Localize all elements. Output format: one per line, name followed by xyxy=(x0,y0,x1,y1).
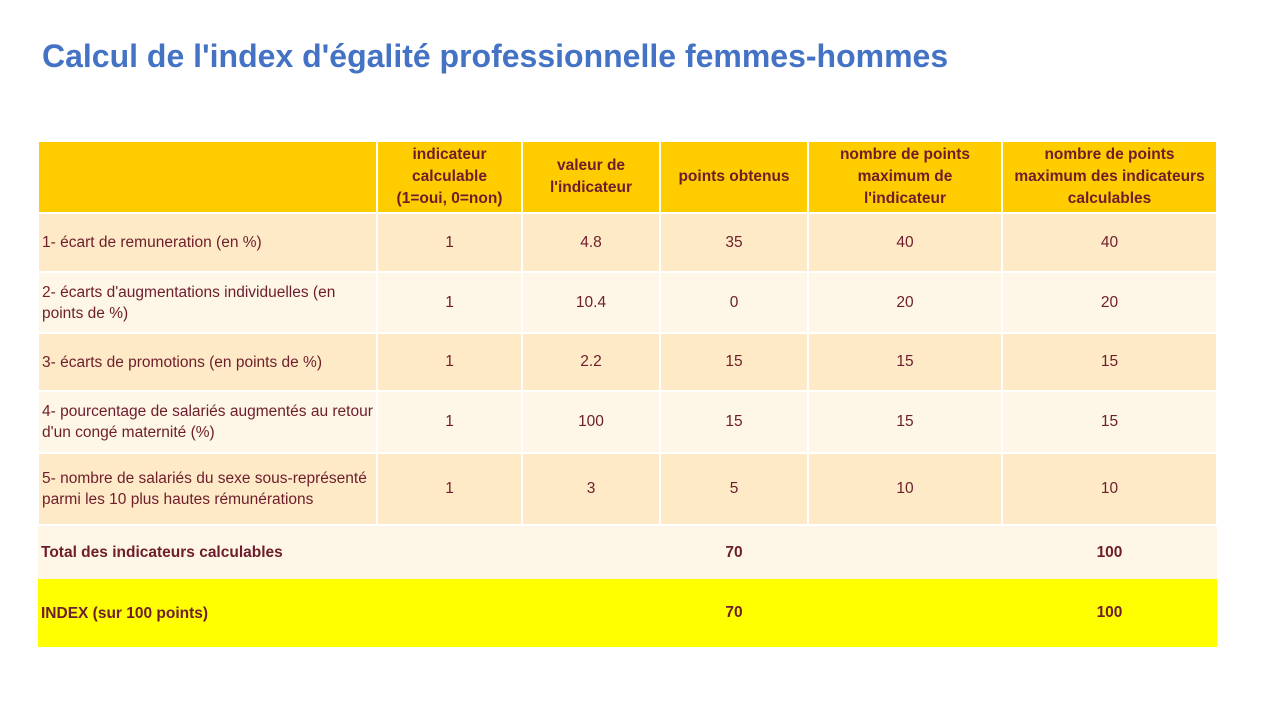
cell-valeur: 4.8 xyxy=(522,213,660,272)
cell-points: 15 xyxy=(660,333,808,391)
index-label: INDEX (sur 100 points) xyxy=(38,579,377,647)
table-header-row xyxy=(38,141,1217,213)
cell-calculable: 1 xyxy=(377,391,522,453)
index-row xyxy=(38,579,1217,647)
total-empty-cell xyxy=(522,525,660,579)
cell-valeur: 10.4 xyxy=(522,272,660,333)
cell-valeur: 100 xyxy=(522,391,660,453)
cell-valeur: 3 xyxy=(522,453,660,525)
total-max-calculables: 100 xyxy=(1002,525,1217,579)
cell-max-calculables: 40 xyxy=(1002,213,1217,272)
total-row xyxy=(38,525,1217,579)
index-table xyxy=(37,140,1218,647)
row-label: 3- écarts de promotions (en points de %) xyxy=(38,333,377,391)
table-row xyxy=(38,333,1217,391)
table-row xyxy=(38,453,1217,525)
table-row xyxy=(38,391,1217,453)
row-label: 4- pourcentage de salariés augmentés au retour d'un congé maternité (%) xyxy=(38,391,377,453)
cell-valeur: 2.2 xyxy=(522,333,660,391)
header-valeur-indicateur: valeur de l'indicateur xyxy=(522,141,660,213)
cell-max: 15 xyxy=(808,391,1002,453)
cell-max-calculables: 20 xyxy=(1002,272,1217,333)
index-empty-cell xyxy=(522,579,660,647)
row-label: 2- écarts d'augmentations individuelles (en points de %) xyxy=(38,272,377,333)
header-max-calculables: nombre de points maximum des indicateurs calculables xyxy=(1002,141,1217,213)
header-points-obtenus: points obtenus xyxy=(660,141,808,213)
header-empty-cell xyxy=(38,141,377,213)
cell-points: 5 xyxy=(660,453,808,525)
row-label: 1- écart de remuneration (en %) xyxy=(38,213,377,272)
total-empty-cell xyxy=(808,525,1002,579)
total-empty-cell xyxy=(377,525,522,579)
index-points: 70 xyxy=(660,579,808,647)
index-empty-cell xyxy=(808,579,1002,647)
cell-max-calculables: 10 xyxy=(1002,453,1217,525)
cell-calculable: 1 xyxy=(377,333,522,391)
cell-max-calculables: 15 xyxy=(1002,391,1217,453)
table-row xyxy=(38,272,1217,333)
cell-max: 10 xyxy=(808,453,1002,525)
index-empty-cell xyxy=(377,579,522,647)
cell-calculable: 1 xyxy=(377,453,522,525)
index-max-calculables: 100 xyxy=(1002,579,1217,647)
header-max-indicateur: nombre de points maximum de l'indicateur xyxy=(808,141,1002,213)
cell-max: 20 xyxy=(808,272,1002,333)
cell-calculable: 1 xyxy=(377,272,522,333)
total-points: 70 xyxy=(660,525,808,579)
cell-points: 0 xyxy=(660,272,808,333)
header-indicateur-calculable: indicateur calculable (1=oui, 0=non) xyxy=(377,141,522,213)
cell-max-calculables: 15 xyxy=(1002,333,1217,391)
total-label: Total des indicateurs calculables xyxy=(38,525,377,579)
cell-points: 15 xyxy=(660,391,808,453)
cell-max: 15 xyxy=(808,333,1002,391)
cell-calculable: 1 xyxy=(377,213,522,272)
cell-max: 40 xyxy=(808,213,1002,272)
table-row xyxy=(38,213,1217,272)
page-title: Calcul de l'index d'égalité professionnelle femmes-hommes xyxy=(42,38,949,74)
row-label: 5- nombre de salariés du sexe sous-représenté parmi les 10 plus hautes rémunérations xyxy=(38,453,377,525)
cell-points: 35 xyxy=(660,213,808,272)
